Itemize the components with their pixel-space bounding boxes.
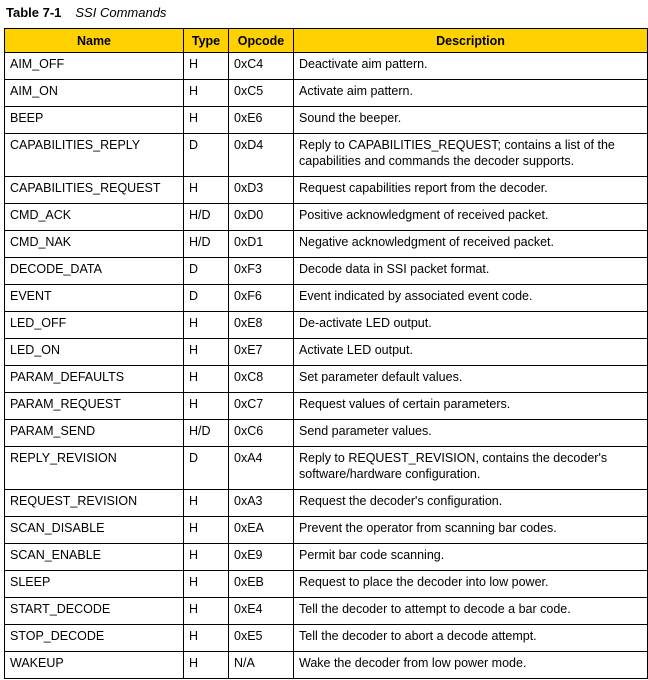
- cell-opcode: 0xC4: [229, 53, 294, 80]
- header-name: Name: [5, 29, 184, 53]
- table-row: [5, 285, 648, 312]
- cell-name: CAPABILITIES_REQUEST: [5, 177, 184, 204]
- cell-opcode: 0xC8: [229, 366, 294, 393]
- cell-name: PARAM_SEND: [5, 420, 184, 447]
- table-caption: [6, 5, 166, 20]
- cell-description: Request to place the decoder into low power.: [294, 571, 648, 598]
- cell-description: Wake the decoder from low power mode.: [294, 652, 648, 679]
- cell-opcode: 0xD0: [229, 204, 294, 231]
- cell-opcode: 0xC5: [229, 80, 294, 107]
- table-row: [5, 80, 648, 107]
- cell-opcode: 0xE4: [229, 598, 294, 625]
- table-row: [5, 544, 648, 571]
- cell-description: Tell the decoder to abort a decode attempt.: [294, 625, 648, 652]
- cell-type: H: [184, 517, 229, 544]
- cell-type: H/D: [184, 231, 229, 258]
- cell-type: H: [184, 339, 229, 366]
- cell-description: Reply to REQUEST_REVISION, contains the decoder's software/hardware configuration.: [294, 447, 648, 490]
- cell-type: H: [184, 571, 229, 598]
- cell-opcode: 0xD1: [229, 231, 294, 258]
- cell-description: Request values of certain parameters.: [294, 393, 648, 420]
- table-row: [5, 177, 648, 204]
- cell-opcode: 0xE5: [229, 625, 294, 652]
- cell-description: Decode data in SSI packet format.: [294, 258, 648, 285]
- cell-name: SCAN_DISABLE: [5, 517, 184, 544]
- table-row: [5, 53, 648, 80]
- table-body: [5, 53, 648, 679]
- ssi-commands-table: [4, 28, 648, 679]
- cell-type: H: [184, 652, 229, 679]
- cell-name: LED_ON: [5, 339, 184, 366]
- cell-opcode: 0xEB: [229, 571, 294, 598]
- cell-description: Activate aim pattern.: [294, 80, 648, 107]
- cell-name: WAKEUP: [5, 652, 184, 679]
- cell-name: REQUEST_REVISION: [5, 490, 184, 517]
- cell-name: AIM_ON: [5, 80, 184, 107]
- cell-name: STOP_DECODE: [5, 625, 184, 652]
- cell-type: D: [184, 134, 229, 177]
- cell-name: DECODE_DATA: [5, 258, 184, 285]
- cell-opcode: 0xC6: [229, 420, 294, 447]
- table-row: [5, 420, 648, 447]
- cell-description: Set parameter default values.: [294, 366, 648, 393]
- cell-name: LED_OFF: [5, 312, 184, 339]
- cell-type: H: [184, 177, 229, 204]
- cell-opcode: 0xE7: [229, 339, 294, 366]
- table-row: [5, 447, 648, 490]
- cell-description: Reply to CAPABILITIES_REQUEST; contains a list of the capabilities and commands the decoder supports.: [294, 134, 648, 177]
- table-row: [5, 204, 648, 231]
- cell-name: BEEP: [5, 107, 184, 134]
- cell-description: Sound the beeper.: [294, 107, 648, 134]
- cell-description: Tell the decoder to attempt to decode a bar code.: [294, 598, 648, 625]
- cell-description: Negative acknowledgment of received packet.: [294, 231, 648, 258]
- cell-opcode: 0xE9: [229, 544, 294, 571]
- cell-type: D: [184, 258, 229, 285]
- cell-description: De-activate LED output.: [294, 312, 648, 339]
- table-row: [5, 652, 648, 679]
- cell-opcode: 0xC7: [229, 393, 294, 420]
- table-row: [5, 134, 648, 177]
- header-row: [5, 29, 648, 53]
- cell-type: H: [184, 598, 229, 625]
- table-row: [5, 490, 648, 517]
- cell-opcode: 0xE6: [229, 107, 294, 134]
- cell-type: H: [184, 490, 229, 517]
- cell-type: D: [184, 447, 229, 490]
- cell-name: PARAM_DEFAULTS: [5, 366, 184, 393]
- cell-description: Event indicated by associated event code.: [294, 285, 648, 312]
- cell-description: Permit bar code scanning.: [294, 544, 648, 571]
- cell-name: SCAN_ENABLE: [5, 544, 184, 571]
- table-row: [5, 312, 648, 339]
- cell-type: H: [184, 544, 229, 571]
- header-opcode: Opcode: [229, 29, 294, 53]
- cell-name: START_DECODE: [5, 598, 184, 625]
- table-row: [5, 339, 648, 366]
- cell-description: Send parameter values.: [294, 420, 648, 447]
- cell-description: Prevent the operator from scanning bar codes.: [294, 517, 648, 544]
- cell-opcode: 0xA3: [229, 490, 294, 517]
- cell-name: CAPABILITIES_REPLY: [5, 134, 184, 177]
- cell-name: AIM_OFF: [5, 53, 184, 80]
- cell-name: CMD_ACK: [5, 204, 184, 231]
- cell-name: PARAM_REQUEST: [5, 393, 184, 420]
- table-row: [5, 258, 648, 285]
- table-row: [5, 393, 648, 420]
- cell-opcode: 0xEA: [229, 517, 294, 544]
- cell-type: H: [184, 393, 229, 420]
- cell-type: H/D: [184, 420, 229, 447]
- cell-description: Request the decoder's configuration.: [294, 490, 648, 517]
- cell-opcode: 0xA4: [229, 447, 294, 490]
- cell-name: REPLY_REVISION: [5, 447, 184, 490]
- cell-description: Deactivate aim pattern.: [294, 53, 648, 80]
- table-row: [5, 517, 648, 544]
- cell-type: H: [184, 366, 229, 393]
- cell-type: H: [184, 312, 229, 339]
- cell-opcode: 0xD4: [229, 134, 294, 177]
- cell-type: H: [184, 625, 229, 652]
- cell-name: SLEEP: [5, 571, 184, 598]
- table-row: [5, 231, 648, 258]
- cell-name: CMD_NAK: [5, 231, 184, 258]
- table-title: SSI Commands: [75, 5, 167, 20]
- cell-opcode: 0xD3: [229, 177, 294, 204]
- table-number: Table 7-1: [6, 5, 62, 20]
- cell-description: Request capabilities report from the decoder.: [294, 177, 648, 204]
- table-row: [5, 107, 648, 134]
- cell-type: H: [184, 53, 229, 80]
- cell-type: H: [184, 80, 229, 107]
- cell-opcode: N/A: [229, 652, 294, 679]
- table-row: [5, 571, 648, 598]
- cell-name: EVENT: [5, 285, 184, 312]
- cell-opcode: 0xF6: [229, 285, 294, 312]
- cell-opcode: 0xE8: [229, 312, 294, 339]
- cell-type: D: [184, 285, 229, 312]
- table-row: [5, 366, 648, 393]
- cell-opcode: 0xF3: [229, 258, 294, 285]
- cell-type: H: [184, 107, 229, 134]
- cell-type: H/D: [184, 204, 229, 231]
- header-description: Description: [294, 29, 648, 53]
- cell-description: Activate LED output.: [294, 339, 648, 366]
- table-row: [5, 598, 648, 625]
- header-type: Type: [184, 29, 229, 53]
- table-row: [5, 625, 648, 652]
- cell-description: Positive acknowledgment of received packet.: [294, 204, 648, 231]
